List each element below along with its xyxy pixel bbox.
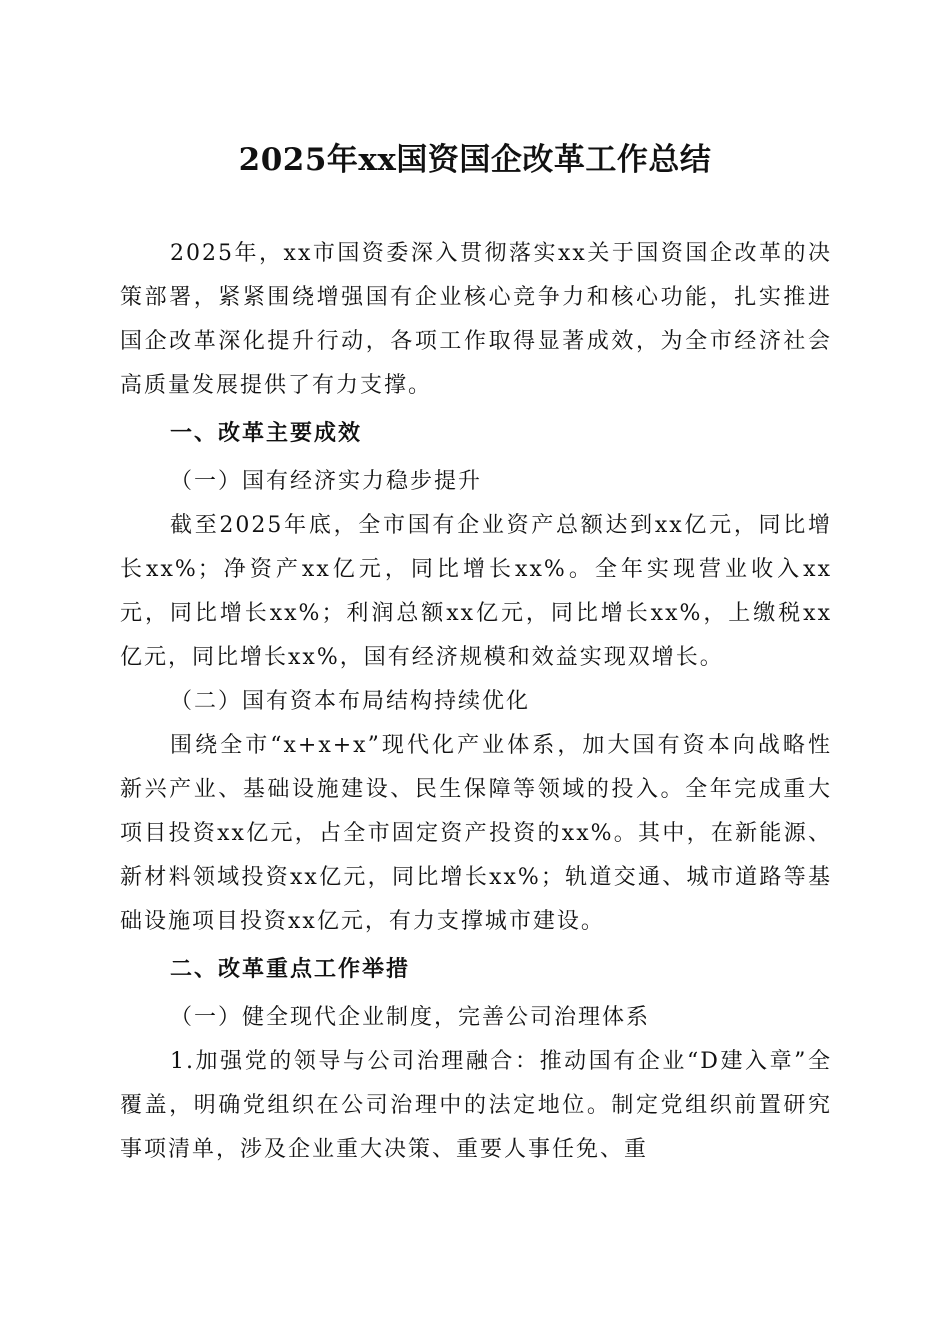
document-body — [120, 232, 832, 1172]
section-2-heading: 二、改革重点工作举措 — [170, 957, 411, 982]
document-title: 2025年xx国资国企改革工作总结 — [238, 142, 712, 178]
section-1-1-heading: （一）国有经济实力稳步提升 — [170, 469, 483, 494]
section-1-1-paragraph: 截至2025年底，全市国有企业资产总额达到xx亿元，同比增长xx%；净资产xx亿元，同比增长xx%。全年实现营业收入xx元，同比增长xx%；利润总额xx亿元，同比增长xx%，上缴税xx亿元，同比增长xx%，国有经济规模和效益实现双增长。 — [120, 513, 832, 670]
section-1-heading: 一、改革主要成效 — [170, 421, 363, 446]
section-2-1-heading: （一）健全现代企业制度，完善公司治理体系 — [170, 1005, 651, 1030]
intro-paragraph: 2025年，xx市国资委深入贯彻落实xx关于国资国企改革的决策部署，紧紧围绕增强国有企业核心竞争力和核心功能，扎实推进国企改革深化提升行动，各项工作取得显著成效，为全市经济社会高质量发展提供了有力支撑。 — [120, 241, 832, 398]
section-2-1-paragraph: 1.加强党的领导与公司治理融合：推动国有企业“D建入章”全覆盖，明确党组织在公司治理中的法定地位。制定党组织前置研究事项清单，涉及企业重大决策、重要人事任免、重 — [120, 1049, 832, 1162]
section-1-2-paragraph: 围绕全市“x+x+x”现代化产业体系，加大国有资本向战略性新兴产业、基础设施建设、民生保障等领域的投入。全年完成重大项目投资xx亿元，占全市固定资产投资的xx%。其中，在新能源、新材料领域投资xx亿元，同比增长xx%；轨道交通、城市道路等基础设施项目投资xx亿元，有力支撑城市建设。 — [120, 733, 832, 934]
section-1-2-heading: （二）国有资本布局结构持续优化 — [170, 689, 531, 714]
